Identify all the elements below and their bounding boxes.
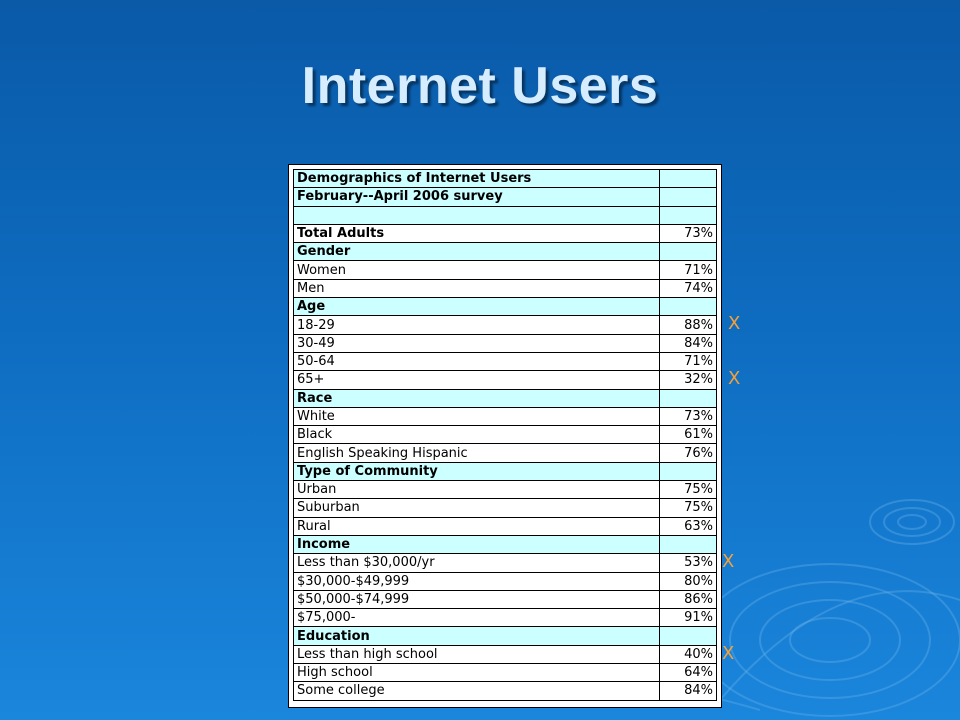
row-value [660,206,717,224]
row-label: February--April 2006 survey [294,188,660,206]
table-row [294,407,717,425]
row-label: Rural [294,517,660,535]
table-row [294,206,717,224]
table-row [294,499,717,517]
row-value: 88% [660,316,717,334]
row-label: Education [294,627,660,645]
row-label: Demographics of Internet Users [294,170,660,188]
row-label: Income [294,535,660,553]
table-row [294,645,717,663]
table-row [294,261,717,279]
table-row [294,444,717,462]
table-row [294,224,717,242]
row-label [294,206,660,224]
table-row [294,316,717,334]
row-label: Race [294,389,660,407]
row-value: 71% [660,261,717,279]
table-row [294,609,717,627]
row-label: 65+ [294,371,660,389]
row-value: 40% [660,645,717,663]
table-row [294,481,717,499]
table-row [294,554,717,572]
row-value [660,462,717,480]
row-label: 50-64 [294,352,660,370]
table-row [294,590,717,608]
row-label: $50,000-$74,999 [294,590,660,608]
row-value: 64% [660,664,717,682]
row-value [660,389,717,407]
row-value [660,170,717,188]
row-value [660,298,717,316]
table-row [294,243,717,261]
row-label: High school [294,664,660,682]
row-label: Suburban [294,499,660,517]
row-value: 76% [660,444,717,462]
row-value [660,535,717,553]
row-label: Type of Community [294,462,660,480]
table-row [294,334,717,352]
row-label: Urban [294,481,660,499]
row-value: 75% [660,481,717,499]
x-mark: X [728,368,741,389]
row-value: 71% [660,352,717,370]
table-row [294,682,717,700]
row-value: 53% [660,554,717,572]
row-label: $75,000- [294,609,660,627]
row-label: Less than high school [294,645,660,663]
row-label: Age [294,298,660,316]
row-label: Black [294,426,660,444]
row-value [660,243,717,261]
row-value: 32% [660,371,717,389]
table-row [294,517,717,535]
row-label: White [294,407,660,425]
table-row [294,664,717,682]
table-row [294,389,717,407]
row-value: 61% [660,426,717,444]
row-label: 30-49 [294,334,660,352]
row-value [660,188,717,206]
table-row [294,426,717,444]
row-value: 63% [660,517,717,535]
x-mark: X [722,643,735,664]
row-label: Total Adults [294,224,660,242]
row-label: Women [294,261,660,279]
x-mark: X [728,313,741,334]
table-row [294,170,717,188]
demographics-table [293,169,717,701]
slide-title: Internet Users [301,57,659,115]
row-value: 74% [660,279,717,297]
row-value: 84% [660,334,717,352]
table-row [294,627,717,645]
table-row [294,188,717,206]
table-row [294,298,717,316]
table-row [294,371,717,389]
row-value: 73% [660,224,717,242]
row-label: Some college [294,682,660,700]
x-mark: X [722,551,735,572]
row-label: 18-29 [294,316,660,334]
row-label: English Speaking Hispanic [294,444,660,462]
data-table-sheet [288,164,722,708]
row-label: Less than $30,000/yr [294,554,660,572]
row-value: 75% [660,499,717,517]
table-row [294,462,717,480]
row-value: 73% [660,407,717,425]
row-label: $30,000-$49,999 [294,572,660,590]
row-label: Men [294,279,660,297]
row-value: 91% [660,609,717,627]
row-value: 86% [660,590,717,608]
table-row [294,279,717,297]
table-row [294,535,717,553]
table-row [294,352,717,370]
row-value [660,627,717,645]
row-label: Gender [294,243,660,261]
row-value: 80% [660,572,717,590]
table-row [294,572,717,590]
row-value: 84% [660,682,717,700]
